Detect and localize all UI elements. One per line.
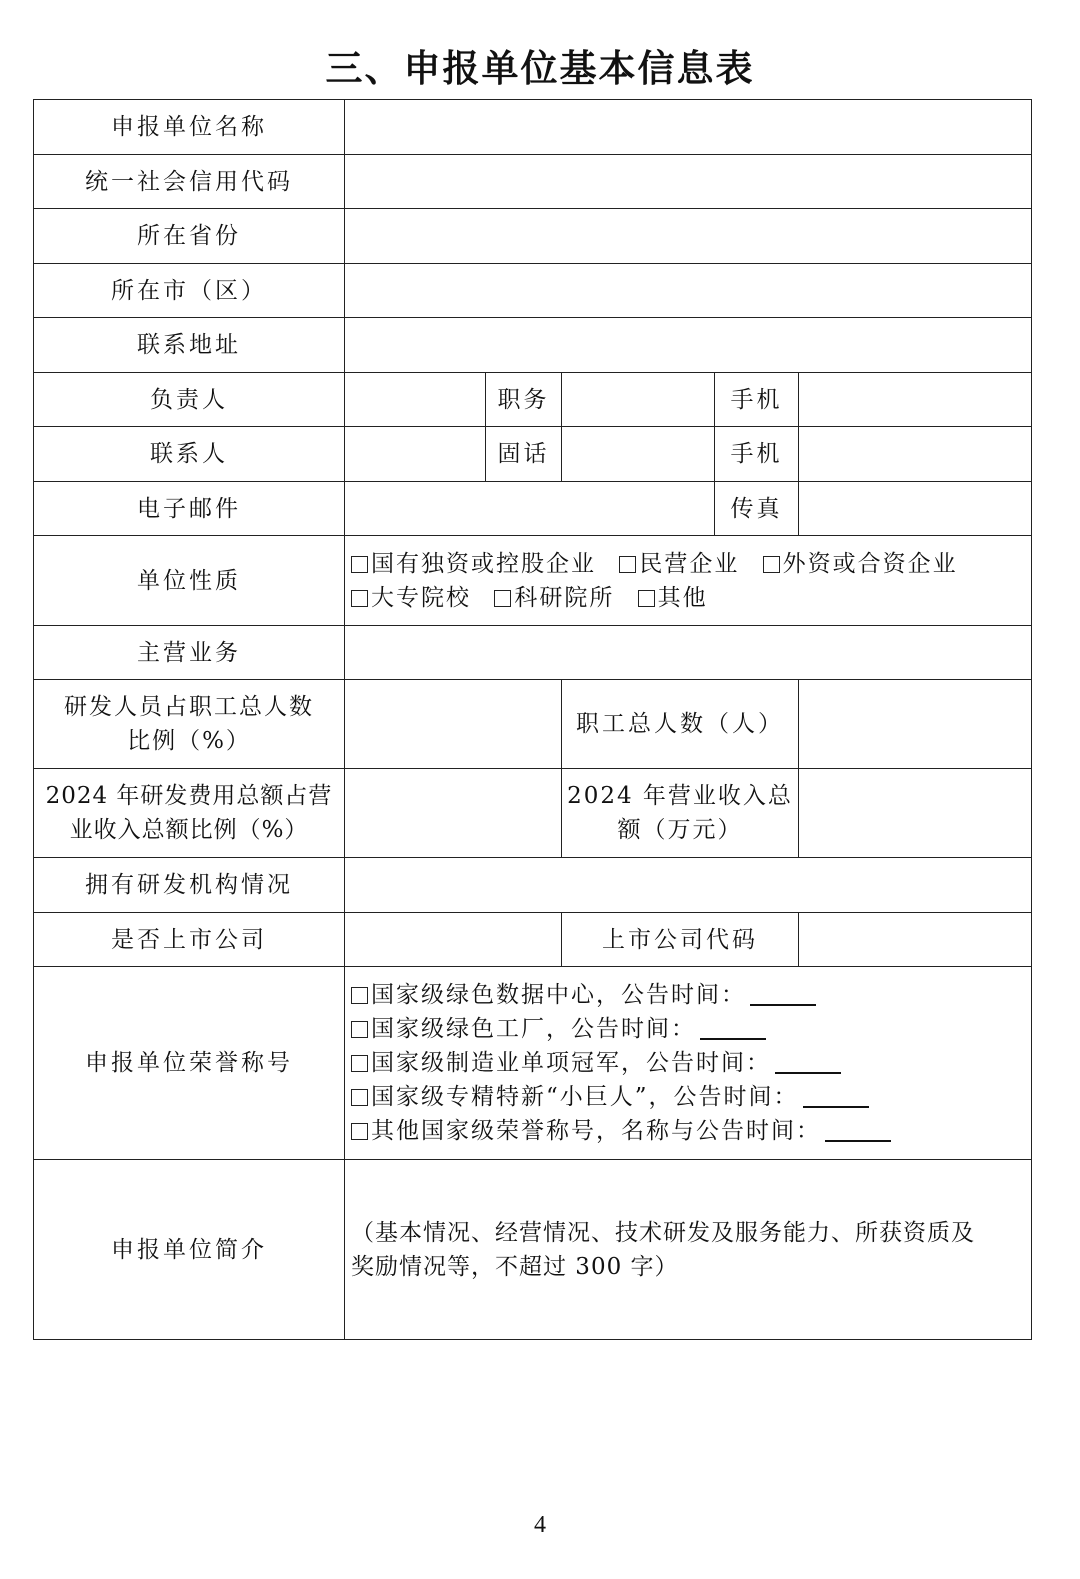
intro-hint-line1: （基本情况、经营情况、技术研发及服务能力、所获资质及 (351, 1219, 975, 1246)
date-blank[interactable] (775, 1052, 841, 1074)
page-title: 三、申报单位基本信息表 (325, 47, 755, 90)
stock-code-field[interactable] (799, 913, 1032, 967)
mobile-field[interactable] (799, 373, 1032, 427)
honor-option-other[interactable]: 其他国家级荣誉称号，名称与公告时间： (351, 1114, 1031, 1148)
nature-option-foreign[interactable]: 外资或合资企业 (763, 551, 958, 577)
address-label: 联系地址 (34, 318, 345, 373)
checkbox-icon[interactable] (351, 1055, 368, 1072)
mobile-label: 手机 (715, 373, 799, 427)
landline-label: 固话 (486, 427, 562, 482)
contact-label: 联系人 (34, 427, 345, 482)
fax-field[interactable] (799, 482, 1032, 536)
revenue-label-line2: 额（万元） (617, 817, 743, 843)
honor-option-green-factory[interactable]: 国家级绿色工厂，公告时间： (351, 1012, 1031, 1046)
checkbox-icon[interactable] (494, 590, 511, 607)
rd-ratio-label-line2: 比例（%） (127, 728, 251, 754)
checkbox-icon[interactable] (351, 1089, 368, 1106)
email-field[interactable] (345, 482, 715, 536)
total-staff-field[interactable] (799, 680, 1032, 769)
total-staff-label: 职工总人数（人） (562, 680, 799, 769)
rd-institution-label: 拥有研发机构情况 (34, 858, 345, 913)
rd-cost-label-line1: 2024 年研发费用总额占营 (45, 783, 333, 809)
contact-field[interactable] (345, 427, 486, 482)
unit-name-label: 申报单位名称 (34, 100, 345, 155)
revenue-label-line1: 2024 年营业收入总 (567, 783, 793, 809)
nature-option-state[interactable]: 国有独资或控股企业 (351, 551, 596, 577)
honors-options (345, 967, 1032, 1160)
landline-field[interactable] (562, 427, 715, 482)
rd-institution-field[interactable] (345, 858, 1032, 913)
city-label: 所在市（区） (34, 264, 345, 318)
honor-option-little-giant[interactable]: 国家级专精特新“小巨人”，公告时间： (351, 1080, 1031, 1114)
revenue-field[interactable] (799, 769, 1032, 858)
nature-option-other[interactable]: 其他 (638, 585, 708, 611)
credit-code-label: 统一社会信用代码 (34, 155, 345, 209)
checkbox-icon[interactable] (763, 556, 780, 573)
address-field[interactable] (345, 318, 1032, 373)
stock-code-label: 上市公司代码 (562, 913, 799, 967)
rd-cost-label-line2: 业收入总额比例（%） (69, 817, 309, 843)
intro-label: 申报单位简介 (34, 1160, 345, 1340)
email-label: 电子邮件 (34, 482, 345, 536)
rd-ratio-label-line1: 研发人员占职工总人数 (64, 694, 314, 720)
unit-name-field[interactable] (345, 100, 1032, 155)
checkbox-icon[interactable] (351, 987, 368, 1004)
checkbox-icon[interactable] (351, 590, 368, 607)
nature-option-college[interactable]: 大专院校 (351, 585, 471, 611)
page-number: 4 (534, 1512, 546, 1538)
principal-label: 负责人 (34, 373, 345, 427)
checkbox-icon[interactable] (351, 1021, 368, 1038)
date-blank[interactable] (825, 1120, 891, 1142)
honors-label: 申报单位荣誉称号 (34, 967, 345, 1160)
mobile2-label: 手机 (715, 427, 799, 482)
rd-ratio-label (34, 680, 345, 769)
nature-label: 单位性质 (34, 536, 345, 626)
intro-hint-line2: 奖励情况等，不超过 300 字） (351, 1253, 679, 1280)
checkbox-icon[interactable] (619, 556, 636, 573)
listed-label: 是否上市公司 (34, 913, 345, 967)
nature-option-institute[interactable]: 科研院所 (494, 585, 614, 611)
fax-label: 传真 (715, 482, 799, 536)
main-business-label: 主营业务 (34, 626, 345, 680)
revenue-label (562, 769, 799, 858)
province-field[interactable] (345, 209, 1032, 264)
province-label: 所在省份 (34, 209, 345, 264)
checkbox-icon[interactable] (351, 1123, 368, 1140)
rd-cost-field[interactable] (345, 769, 562, 858)
nature-options (345, 536, 1032, 626)
date-blank[interactable] (750, 984, 816, 1006)
date-blank[interactable] (803, 1086, 869, 1108)
position-field[interactable] (562, 373, 715, 427)
rd-cost-label (34, 769, 345, 858)
main-business-field[interactable] (345, 626, 1032, 680)
listed-field[interactable] (345, 913, 562, 967)
date-blank[interactable] (700, 1018, 766, 1040)
basic-info-table (33, 99, 1032, 1340)
credit-code-field[interactable] (345, 155, 1032, 209)
city-field[interactable] (345, 264, 1032, 318)
honor-option-champion[interactable]: 国家级制造业单项冠军，公告时间： (351, 1046, 1031, 1080)
checkbox-icon[interactable] (638, 590, 655, 607)
nature-option-private[interactable]: 民营企业 (619, 551, 739, 577)
honor-option-green-datacenter[interactable]: 国家级绿色数据中心，公告时间： (351, 978, 1031, 1012)
checkbox-icon[interactable] (351, 556, 368, 573)
principal-field[interactable] (345, 373, 486, 427)
mobile2-field[interactable] (799, 427, 1032, 482)
position-label: 职务 (486, 373, 562, 427)
rd-ratio-field[interactable] (345, 680, 562, 769)
intro-field[interactable] (345, 1160, 1032, 1340)
